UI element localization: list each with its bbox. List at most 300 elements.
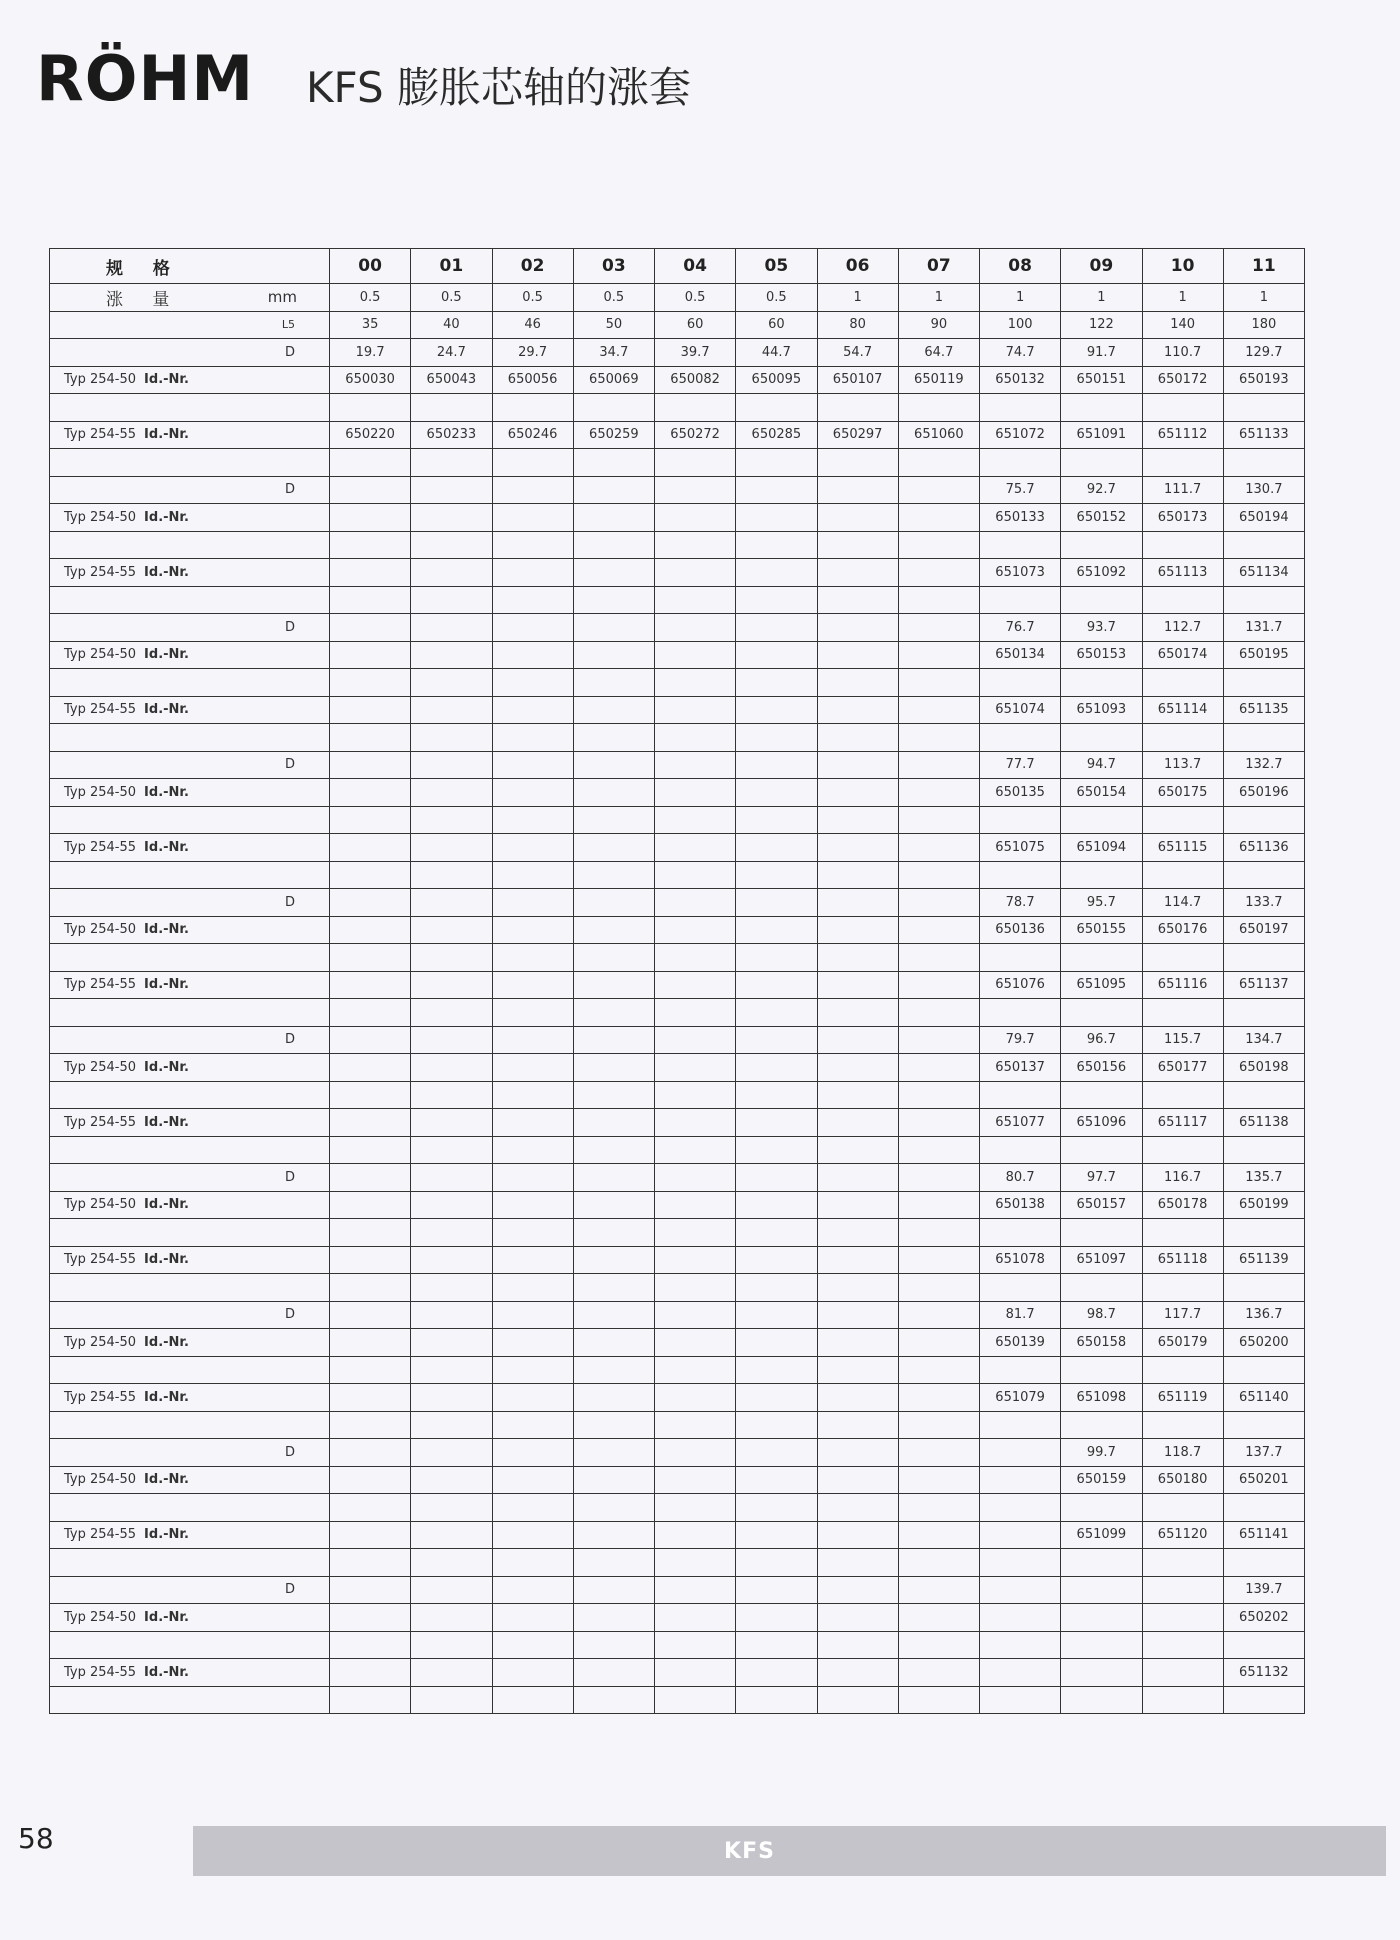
- id-nr-value: 650156: [1061, 1054, 1142, 1082]
- id-nr-value: [411, 641, 492, 669]
- size-header: 08: [980, 249, 1061, 284]
- id-nr-value: [492, 1604, 573, 1632]
- empty-cell: [655, 1549, 736, 1577]
- empty-cell: [1061, 1631, 1142, 1659]
- empty-cell: [573, 1274, 654, 1302]
- empty-cell: [898, 806, 979, 834]
- table-row: [50, 751, 1305, 779]
- empty-cell: [492, 1356, 573, 1384]
- empty-cell: [898, 1411, 979, 1439]
- empty-cell: [330, 586, 411, 614]
- d-value: 64.7: [898, 339, 979, 367]
- empty-cell: [1223, 1219, 1304, 1247]
- empty-cell: [655, 1494, 736, 1522]
- id-nr-value: 651136: [1223, 834, 1304, 862]
- table-row: [50, 779, 1305, 807]
- id-nr-value: [817, 1109, 898, 1137]
- id-nr-value: [492, 1191, 573, 1219]
- id-nr-value: [411, 779, 492, 807]
- id-nr-value: 651093: [1061, 696, 1142, 724]
- id-nr-value: 651138: [1223, 1109, 1304, 1137]
- id-nr-label: Id.-Nr.: [144, 1389, 189, 1405]
- stroke-value: 0.5: [330, 284, 411, 312]
- id-nr-value: [736, 1054, 817, 1082]
- id-nr-value: [492, 1466, 573, 1494]
- spacer-cell: [50, 1356, 330, 1384]
- type-name: Typ 254-55: [64, 839, 137, 855]
- id-nr-value: [655, 1054, 736, 1082]
- id-nr-value: [411, 1466, 492, 1494]
- empty-cell: [736, 999, 817, 1027]
- empty-cell: [573, 669, 654, 697]
- d-value: 130.7: [1223, 476, 1304, 504]
- id-nr-value: [898, 1659, 979, 1687]
- id-nr-value: [492, 1054, 573, 1082]
- id-nr-value: [492, 504, 573, 532]
- d-value: [898, 1301, 979, 1329]
- id-nr-label: Id.-Nr.: [144, 1472, 189, 1488]
- type-label: [50, 1054, 330, 1082]
- id-nr-value: [898, 1109, 979, 1137]
- id-nr-label: Id.-Nr.: [144, 702, 189, 718]
- d-value: 76.7: [980, 614, 1061, 642]
- id-nr-value: [411, 696, 492, 724]
- spacer-cell: [50, 1549, 330, 1577]
- empty-cell: [980, 1356, 1061, 1384]
- d-label: D: [50, 614, 330, 642]
- empty-cell: [1061, 1356, 1142, 1384]
- id-nr-value: [736, 1604, 817, 1632]
- empty-cell: [980, 1631, 1061, 1659]
- empty-cell: [1223, 1136, 1304, 1164]
- id-nr-value: [817, 1521, 898, 1549]
- d-label: D: [50, 339, 330, 367]
- empty-cell: [411, 1219, 492, 1247]
- empty-cell: [736, 586, 817, 614]
- d-value: [898, 889, 979, 917]
- empty-cell: [1223, 1356, 1304, 1384]
- id-nr-value: 651098: [1061, 1384, 1142, 1412]
- id-nr-value: 651078: [980, 1246, 1061, 1274]
- id-nr-value: 650158: [1061, 1329, 1142, 1357]
- d-value: [655, 1164, 736, 1192]
- id-nr-value: [817, 1329, 898, 1357]
- id-nr-value: 650272: [655, 421, 736, 449]
- table-row: [50, 559, 1305, 587]
- empty-cell: [411, 1549, 492, 1577]
- type-label: [50, 641, 330, 669]
- table-row: [50, 394, 1305, 422]
- id-nr-value: 651115: [1142, 834, 1223, 862]
- empty-cell: [898, 724, 979, 752]
- d-value: [330, 476, 411, 504]
- id-nr-value: 651112: [1142, 421, 1223, 449]
- d-value: [736, 476, 817, 504]
- empty-cell: [492, 586, 573, 614]
- empty-cell: [1223, 999, 1304, 1027]
- empty-cell: [980, 861, 1061, 889]
- id-nr-value: [655, 1466, 736, 1494]
- id-nr-value: [1061, 1659, 1142, 1687]
- id-nr-value: 650135: [980, 779, 1061, 807]
- table-row: [50, 724, 1305, 752]
- empty-cell: [573, 1136, 654, 1164]
- l5-value: 60: [655, 311, 736, 339]
- id-nr-value: 651120: [1142, 1521, 1223, 1549]
- id-nr-value: 650199: [1223, 1191, 1304, 1219]
- d-value: [817, 1301, 898, 1329]
- table-row: [50, 1411, 1305, 1439]
- d-value: [411, 889, 492, 917]
- type-label: [50, 1329, 330, 1357]
- empty-cell: [1142, 1549, 1223, 1577]
- id-nr-value: [655, 1604, 736, 1632]
- d-value: 133.7: [1223, 889, 1304, 917]
- d-value: 132.7: [1223, 751, 1304, 779]
- empty-cell: [1142, 944, 1223, 972]
- empty-cell: [655, 724, 736, 752]
- id-nr-value: 651133: [1223, 421, 1304, 449]
- spacer-cell: [50, 861, 330, 889]
- empty-cell: [1142, 861, 1223, 889]
- table-row: [50, 1274, 1305, 1302]
- empty-cell: [330, 1274, 411, 1302]
- empty-cell: [1061, 1219, 1142, 1247]
- id-nr-value: 650180: [1142, 1466, 1223, 1494]
- empty-cell: [492, 449, 573, 477]
- d-value: 24.7: [411, 339, 492, 367]
- empty-cell: [655, 394, 736, 422]
- empty-cell: [1223, 531, 1304, 559]
- d-value: 91.7: [1061, 339, 1142, 367]
- id-nr-value: [330, 559, 411, 587]
- size-header: 06: [817, 249, 898, 284]
- empty-cell: [980, 1274, 1061, 1302]
- d-value: 93.7: [1061, 614, 1142, 642]
- empty-cell: [655, 1081, 736, 1109]
- empty-cell: [330, 1631, 411, 1659]
- table-row: [50, 284, 1305, 312]
- id-nr-label: Id.-Nr.: [144, 1252, 189, 1268]
- empty-cell: [898, 1274, 979, 1302]
- id-nr-value: [817, 641, 898, 669]
- table-row: [50, 504, 1305, 532]
- d-value: [573, 1576, 654, 1604]
- empty-cell: [655, 1411, 736, 1439]
- table-row: [50, 1631, 1305, 1659]
- d-value: [817, 1026, 898, 1054]
- empty-cell: [492, 1136, 573, 1164]
- id-nr-value: 650157: [1061, 1191, 1142, 1219]
- d-value: 54.7: [817, 339, 898, 367]
- table-row: [50, 586, 1305, 614]
- empty-cell: [573, 1356, 654, 1384]
- d-value: 116.7: [1142, 1164, 1223, 1192]
- id-nr-value: [655, 696, 736, 724]
- d-value: [330, 1026, 411, 1054]
- stroke-value: 0.5: [492, 284, 573, 312]
- d-value: 98.7: [1061, 1301, 1142, 1329]
- id-nr-value: 651076: [980, 971, 1061, 999]
- page-number: 58: [18, 1822, 54, 1855]
- id-nr-label: Id.-Nr.: [144, 564, 189, 580]
- type-name: Typ 254-55: [64, 1114, 137, 1130]
- d-value: [655, 751, 736, 779]
- empty-cell: [573, 724, 654, 752]
- spacer-cell: [50, 1411, 330, 1439]
- table-row: [50, 944, 1305, 972]
- id-nr-value: [573, 779, 654, 807]
- empty-cell: [898, 531, 979, 559]
- spacer-cell: [50, 1136, 330, 1164]
- empty-cell: [1061, 861, 1142, 889]
- empty-cell: [1142, 669, 1223, 697]
- empty-cell: [1061, 1411, 1142, 1439]
- empty-cell: [736, 1686, 817, 1714]
- empty-cell: [1061, 394, 1142, 422]
- table-row: [50, 1576, 1305, 1604]
- d-value: 139.7: [1223, 1576, 1304, 1604]
- size-header: 04: [655, 249, 736, 284]
- empty-cell: [980, 1081, 1061, 1109]
- stroke-value: 0.5: [573, 284, 654, 312]
- id-nr-value: [411, 1246, 492, 1274]
- size-header: 07: [898, 249, 979, 284]
- empty-cell: [1223, 861, 1304, 889]
- d-value: [898, 1026, 979, 1054]
- type-label: [50, 696, 330, 724]
- empty-cell: [1061, 669, 1142, 697]
- empty-cell: [980, 999, 1061, 1027]
- type-label: [50, 1659, 330, 1687]
- id-nr-value: [573, 1384, 654, 1412]
- empty-cell: [655, 669, 736, 697]
- id-nr-value: 650174: [1142, 641, 1223, 669]
- type-name: Typ 254-50: [64, 509, 137, 525]
- id-nr-value: [898, 1521, 979, 1549]
- id-nr-value: [573, 504, 654, 532]
- empty-cell: [573, 806, 654, 834]
- type-name: Typ 254-55: [64, 427, 137, 443]
- type-label: [50, 1466, 330, 1494]
- l5-value: 80: [817, 311, 898, 339]
- d-value: [817, 614, 898, 642]
- id-nr-value: [817, 1604, 898, 1632]
- type-name: Typ 254-50: [64, 784, 137, 800]
- d-value: 110.7: [1142, 339, 1223, 367]
- empty-cell: [411, 394, 492, 422]
- table-row: [50, 1054, 1305, 1082]
- id-nr-value: [411, 1521, 492, 1549]
- l5-value: 90: [898, 311, 979, 339]
- id-nr-value: [898, 1384, 979, 1412]
- d-value: 136.7: [1223, 1301, 1304, 1329]
- spacer-cell: [50, 531, 330, 559]
- d-value: 134.7: [1223, 1026, 1304, 1054]
- l5-value: 100: [980, 311, 1061, 339]
- table-row: [50, 531, 1305, 559]
- id-nr-value: 650200: [1223, 1329, 1304, 1357]
- d-label: D: [50, 889, 330, 917]
- type-label: [50, 1521, 330, 1549]
- id-nr-value: [573, 1604, 654, 1632]
- d-value: [330, 1439, 411, 1467]
- empty-cell: [573, 1081, 654, 1109]
- empty-cell: [492, 861, 573, 889]
- d-value: 39.7: [655, 339, 736, 367]
- empty-cell: [980, 944, 1061, 972]
- type-label: [50, 1191, 330, 1219]
- id-nr-value: 651141: [1223, 1521, 1304, 1549]
- table-row: [50, 476, 1305, 504]
- empty-cell: [411, 1411, 492, 1439]
- id-nr-value: [817, 1054, 898, 1082]
- id-nr-value: [655, 1246, 736, 1274]
- empty-cell: [573, 1549, 654, 1577]
- id-nr-value: [817, 971, 898, 999]
- id-nr-value: [736, 559, 817, 587]
- id-nr-value: 650220: [330, 421, 411, 449]
- empty-cell: [492, 999, 573, 1027]
- empty-cell: [1142, 1631, 1223, 1659]
- id-nr-value: 651139: [1223, 1246, 1304, 1274]
- l5-value: 122: [1061, 311, 1142, 339]
- empty-cell: [492, 1631, 573, 1659]
- empty-cell: [1061, 1274, 1142, 1302]
- id-nr-value: 651077: [980, 1109, 1061, 1137]
- id-nr-value: 650175: [1142, 779, 1223, 807]
- id-nr-value: [492, 834, 573, 862]
- id-nr-value: [817, 559, 898, 587]
- d-value: 135.7: [1223, 1164, 1304, 1192]
- empty-cell: [1223, 724, 1304, 752]
- stroke-value: 0.5: [655, 284, 736, 312]
- d-value: 74.7: [980, 339, 1061, 367]
- footer-bar: [193, 1826, 1386, 1876]
- d-value: [492, 1026, 573, 1054]
- empty-cell: [1142, 1274, 1223, 1302]
- empty-cell: [980, 1136, 1061, 1164]
- stroke-value: 0.5: [736, 284, 817, 312]
- empty-cell: [736, 861, 817, 889]
- id-nr-label: Id.-Nr.: [144, 509, 189, 525]
- empty-cell: [411, 1631, 492, 1659]
- id-nr-value: [330, 641, 411, 669]
- type-name: Typ 254-50: [64, 1609, 137, 1625]
- type-name: Typ 254-55: [64, 702, 137, 718]
- id-nr-value: [655, 1659, 736, 1687]
- d-label: D: [50, 1026, 330, 1054]
- id-nr-value: [736, 971, 817, 999]
- empty-cell: [411, 1686, 492, 1714]
- empty-cell: [817, 944, 898, 972]
- empty-cell: [573, 531, 654, 559]
- id-nr-value: [817, 696, 898, 724]
- id-nr-value: 650151: [1061, 366, 1142, 394]
- empty-cell: [980, 1686, 1061, 1714]
- type-label: [50, 1246, 330, 1274]
- id-nr-value: [736, 1466, 817, 1494]
- d-value: 112.7: [1142, 614, 1223, 642]
- id-nr-value: [330, 504, 411, 532]
- empty-cell: [411, 1136, 492, 1164]
- id-nr-value: [411, 1109, 492, 1137]
- empty-cell: [1061, 1549, 1142, 1577]
- id-nr-value: [573, 1109, 654, 1137]
- id-nr-value: 650082: [655, 366, 736, 394]
- empty-cell: [655, 861, 736, 889]
- empty-cell: [330, 999, 411, 1027]
- id-nr-value: 651132: [1223, 1659, 1304, 1687]
- empty-cell: [492, 1686, 573, 1714]
- table-row: [50, 1219, 1305, 1247]
- d-value: [898, 751, 979, 779]
- empty-cell: [655, 449, 736, 477]
- empty-cell: [817, 861, 898, 889]
- type-name: Typ 254-55: [64, 1252, 137, 1268]
- id-nr-value: [492, 1521, 573, 1549]
- empty-cell: [1142, 1411, 1223, 1439]
- id-nr-value: [330, 696, 411, 724]
- id-nr-value: 650139: [980, 1329, 1061, 1357]
- id-nr-value: [411, 1329, 492, 1357]
- id-nr-value: [411, 1384, 492, 1412]
- id-nr-value: 650136: [980, 916, 1061, 944]
- id-nr-value: [736, 504, 817, 532]
- empty-cell: [1223, 1631, 1304, 1659]
- id-nr-value: [330, 971, 411, 999]
- spacer-cell: [50, 449, 330, 477]
- d-value: [736, 1301, 817, 1329]
- d-value: [655, 614, 736, 642]
- spacer-cell: [50, 1686, 330, 1714]
- id-nr-value: 650172: [1142, 366, 1223, 394]
- id-nr-value: 650179: [1142, 1329, 1223, 1357]
- empty-cell: [655, 944, 736, 972]
- id-nr-value: 650196: [1223, 779, 1304, 807]
- empty-cell: [1061, 1081, 1142, 1109]
- d-value: 97.7: [1061, 1164, 1142, 1192]
- id-nr-value: 650176: [1142, 916, 1223, 944]
- size-header: 11: [1223, 249, 1304, 284]
- d-value: [898, 614, 979, 642]
- empty-cell: [492, 1274, 573, 1302]
- id-nr-value: [1142, 1659, 1223, 1687]
- id-nr-value: 650193: [1223, 366, 1304, 394]
- empty-cell: [817, 1686, 898, 1714]
- id-nr-value: [1061, 1604, 1142, 1632]
- d-value: [736, 1164, 817, 1192]
- id-nr-value: [330, 1466, 411, 1494]
- type-name: Typ 254-50: [64, 647, 137, 663]
- empty-cell: [655, 1686, 736, 1714]
- id-nr-value: [330, 1659, 411, 1687]
- empty-cell: [898, 1136, 979, 1164]
- empty-cell: [898, 394, 979, 422]
- empty-cell: [655, 586, 736, 614]
- id-nr-value: [411, 1191, 492, 1219]
- empty-cell: [330, 1686, 411, 1714]
- id-nr-value: [980, 1466, 1061, 1494]
- id-nr-value: 650107: [817, 366, 898, 394]
- size-label: 规 格: [50, 249, 330, 284]
- empty-cell: [817, 394, 898, 422]
- id-nr-value: [411, 559, 492, 587]
- id-nr-value: [411, 1659, 492, 1687]
- d-value: [492, 751, 573, 779]
- empty-cell: [492, 1411, 573, 1439]
- empty-cell: [411, 861, 492, 889]
